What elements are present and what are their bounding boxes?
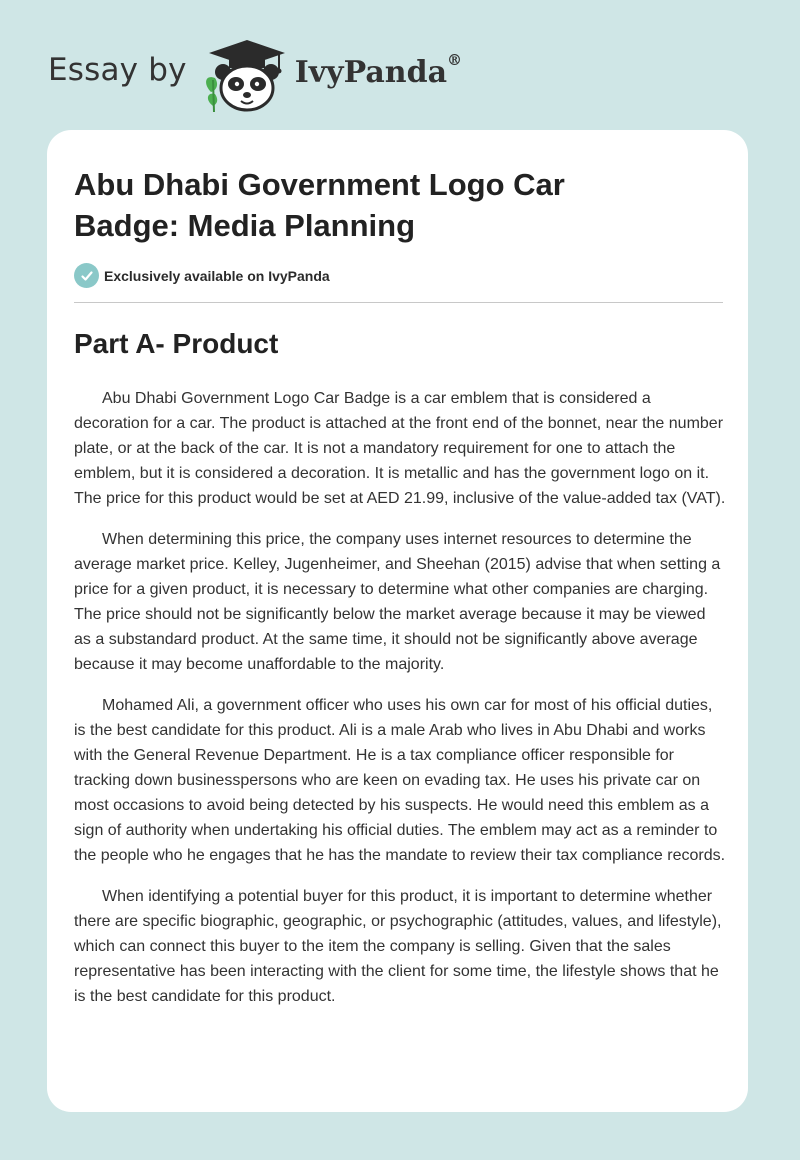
page-title: Abu Dhabi Government Logo Car Badge: Media Planning xyxy=(74,167,565,243)
site-header xyxy=(48,34,462,114)
check-circle-icon xyxy=(74,263,99,288)
paragraph: When determining this price, the company uses internet resources to determine the average market price. Kelley, Jugenheimer, and Sheehan (2015) advise that when setting a price for a given product, it is necessary to determine what other companies are charging. The price should not be significantly below the market average because it may be viewed as a substandard product. At the same time, it should not be significantly above average because it may become unaffordable to the majority. xyxy=(74,531,721,673)
exclusive-label: Exclusively available on IvyPanda xyxy=(104,267,330,284)
registered-mark: ® xyxy=(447,50,463,69)
paragraph: Mohamed Ali, a government officer who uses his own car for most of his official duties, is the best candidate for this product. Ali is a male Arab who lives in Abu Dhabi and works with the General Revenue Department. He is a tax compliance officer responsible for tracking down businesspersons who are keen on evading tax. He uses his private car on most occasions to avoid being detected by his suspects. He would need this emblem as a sign of authority when undertaking his official duties. The emblem may act as a reminder to the people who he engages that he has the mandate to review their tax compliance records. xyxy=(74,697,726,864)
essay-by-label: Essay by xyxy=(48,52,187,88)
brand-name[interactable]: IvyPanda® xyxy=(294,50,463,90)
exclusive-badge xyxy=(74,263,330,288)
essay-body xyxy=(74,386,726,1025)
divider xyxy=(74,302,723,303)
section-heading: Part A- Product xyxy=(74,328,279,359)
paragraph: Abu Dhabi Government Logo Car Badge is a car emblem that is considered a decoration for a car. The product is attached at the front end of the bonnet, near the number plate, or at the back of the car. It is not a mandatory requirement for one to attach the emblem, but it is considered a decoration. It is metallic and has the government logo on it. The price for this product would be set at AED 21.99, inclusive of the value-added tax (VAT). xyxy=(74,390,726,507)
paragraph: When identifying a potential buyer for this product, it is important to determine whether there are specific biographic, geographic, or psychographic (attitudes, values, and lifestyle), which can connect this buyer to the item the company is selling. Given that the sales representative has been interacting with the client for some time, the lifestyle shows that he is the best candidate for this product. xyxy=(74,888,722,1005)
panda-graduate-icon[interactable] xyxy=(201,34,293,114)
essay-card xyxy=(47,130,748,1112)
